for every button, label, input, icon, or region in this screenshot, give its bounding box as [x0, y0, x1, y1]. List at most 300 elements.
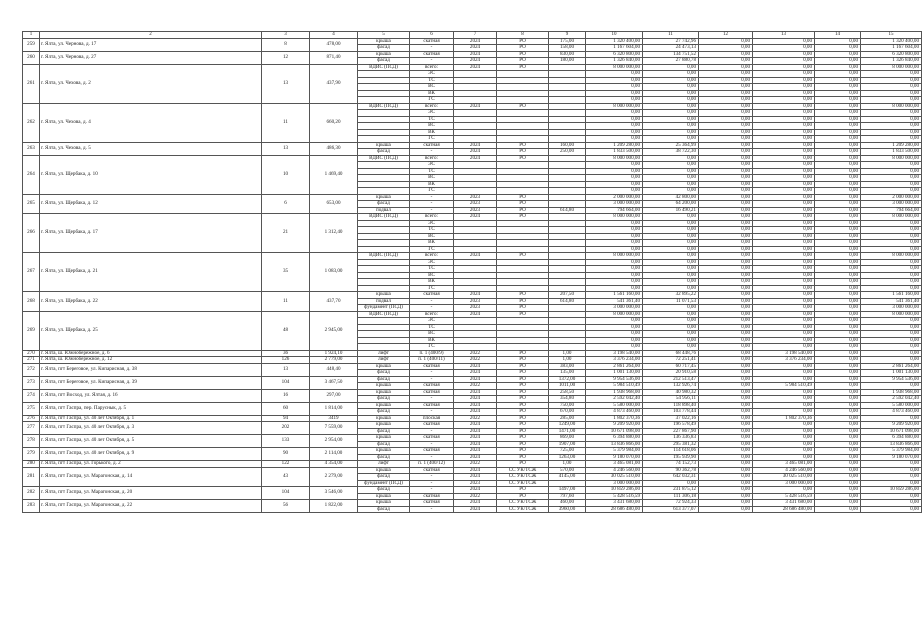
cell-col-13: 0,00 [753, 337, 815, 344]
cell-col-9: 1263,00 [549, 454, 586, 461]
residents-count-cell: 56 [262, 500, 310, 513]
cell-col-15: 0,00 [861, 84, 922, 91]
cell-col-14: 0,00 [815, 123, 861, 130]
cell-col-8: РО [497, 51, 549, 58]
cell-col-14: 0,00 [815, 194, 861, 201]
cell-col-15: 9 180 070,00 [861, 454, 922, 461]
cell-col-12: 0,00 [699, 51, 753, 58]
cell-col-10: 0,00 [586, 285, 643, 292]
area-cell: 7 559,00 [310, 422, 358, 435]
cell-col-11: 40 980,32 [643, 389, 699, 396]
cell-col-10: 3 000 000,00 [586, 305, 643, 312]
cell-col-9: 830,00 [549, 51, 586, 58]
cell-col-14: 0,00 [815, 461, 861, 468]
cell-col-10: 5 580 000,00 [586, 402, 643, 409]
cell-col-13: 0,00 [753, 259, 815, 266]
cell-col-8: РО [497, 149, 549, 156]
cell-col-8: РО [497, 415, 549, 422]
cell-col-11: 27 742,96 [643, 38, 699, 45]
cell-col-13: 0,00 [753, 279, 815, 286]
cell-col-14: 0,00 [815, 298, 861, 305]
cell-col-5: ВДИС (ПСД) [358, 311, 410, 318]
cell-col-15: 0,00 [861, 77, 922, 84]
cell-col-7: 2022 [454, 350, 497, 357]
cell-col-6: ГС [410, 97, 454, 104]
cell-col-15: 0,00 [861, 175, 922, 182]
cell-col-14: 0,00 [815, 441, 861, 448]
cell-col-8: РО [497, 435, 549, 442]
cell-col-10: 4 246 560,00 [586, 467, 643, 474]
cell-col-9: 570,00 [549, 467, 586, 474]
cell-col-15: 0,00 [861, 110, 922, 117]
cell-col-12: 0,00 [699, 129, 753, 136]
cell-col-6: ГС [410, 188, 454, 195]
cell-col-9: 1,00 [549, 461, 586, 468]
cell-col-5: фасад [358, 396, 410, 403]
cell-col-13: 0,00 [753, 298, 815, 305]
cell-col-7: 2023 [454, 207, 497, 214]
cell-col-12: 0,00 [699, 116, 753, 123]
cell-col-13: 0,00 [753, 292, 815, 299]
address-cell: г. Ялта, пгт Береговое, ул. Кипарисная, д. 39 [40, 376, 262, 389]
area-cell: 1 822,00 [310, 500, 358, 513]
cell-col-11: 0,00 [643, 129, 699, 136]
cell-col-7: 2022 [454, 383, 497, 390]
cell-col-14: 0,00 [815, 324, 861, 331]
cell-col-10: 1 209 280,00 [586, 142, 643, 149]
cell-col-11: 0,00 [643, 324, 699, 331]
cell-col-12: 0,00 [699, 305, 753, 312]
cell-col-12: 0,00 [699, 58, 753, 65]
cell-col-10: 10 671 098,00 [586, 428, 643, 435]
repair-plan-table [22, 31, 922, 513]
row-number-cell: 276 [23, 415, 40, 422]
area-cell: 437,90 [310, 64, 358, 103]
residents-count-cell: 126 [262, 357, 310, 364]
cell-col-6: скатная [410, 435, 454, 442]
cell-col-11: 0,00 [643, 136, 699, 143]
address-cell: г. Ялта, ул. Щербака, д. 17 [40, 214, 262, 253]
cell-col-10: 1 326 840,00 [586, 58, 643, 65]
column-number-9: 9 [549, 32, 586, 39]
cell-col-12: 0,00 [699, 441, 753, 448]
cell-col-10: 0,00 [586, 279, 643, 286]
cell-col-13: 0,00 [753, 285, 815, 292]
cell-col-15: 2 000 000,00 [861, 194, 922, 201]
cell-col-14: 0,00 [815, 448, 861, 455]
row-number-cell: 279 [23, 448, 40, 461]
cell-col-10: 3 198 540,00 [586, 350, 643, 357]
cell-col-8: РО [497, 298, 549, 305]
residents-count-cell: 8 [262, 38, 310, 51]
cell-col-15: 0,00 [861, 266, 922, 273]
row-number-cell: 282 [23, 487, 40, 500]
cell-col-13: 0,00 [753, 142, 815, 149]
cell-col-9: 250,00 [549, 149, 586, 156]
cell-col-8: РО [497, 428, 549, 435]
cell-col-14: 0,00 [815, 149, 861, 156]
cell-col-6: скатная [410, 38, 454, 45]
cell-col-10: 5 984 510,49 [586, 383, 643, 390]
cell-col-15: 5 379 984,00 [861, 448, 922, 455]
cell-col-12: 0,00 [699, 454, 753, 461]
cell-col-7: 2024 [454, 402, 497, 409]
cell-col-6: ЭС [410, 162, 454, 169]
address-cell: г. Ялта, пгт Восход, ул. Ялтая, д. 16 [40, 389, 262, 402]
cell-col-5: фасад [358, 58, 410, 65]
cell-col-10: 9 209 920,00 [586, 422, 643, 429]
cell-col-14: 0,00 [815, 201, 861, 208]
cell-col-13: 0,00 [753, 409, 815, 416]
row-number-cell: 267 [23, 253, 40, 292]
row-number-cell: 273 [23, 376, 40, 389]
cell-col-12: 0,00 [699, 500, 753, 507]
cell-col-10: 8 000 000,00 [586, 253, 643, 260]
cell-col-15: 0,00 [861, 467, 922, 474]
cell-col-9: 180,00 [549, 58, 586, 65]
cell-col-15: 0,00 [861, 337, 922, 344]
cell-col-14: 0,00 [815, 357, 861, 364]
cell-col-5: подвал [358, 298, 410, 305]
cell-col-15: 1 833 500,00 [861, 149, 922, 156]
cell-col-13: 0,00 [753, 103, 815, 110]
table-body [23, 32, 922, 513]
cell-col-14: 0,00 [815, 259, 861, 266]
cell-col-13: 0,00 [753, 38, 815, 45]
cell-col-6: скатная [410, 363, 454, 370]
cell-col-12: 0,00 [699, 422, 753, 429]
area-cell: 1 083,00 [310, 253, 358, 292]
cell-col-14: 0,00 [815, 318, 861, 325]
cell-col-12: 0,00 [699, 402, 753, 409]
cell-col-11: 37 022,16 [643, 415, 699, 422]
cell-col-14: 0,00 [815, 435, 861, 442]
cell-col-7: 2024 [454, 58, 497, 65]
cell-col-12: 0,00 [699, 90, 753, 97]
cell-col-11: 0,00 [643, 246, 699, 253]
cell-col-13: 0,00 [753, 64, 815, 71]
cell-col-15: 541 361,40 [861, 298, 922, 305]
area-cell: 486,30 [310, 142, 358, 155]
cell-col-11: 0,00 [643, 64, 699, 71]
address-cell: г. Ялта, пгт Гаспра, ул. Марагонская, д. 14 [40, 467, 262, 487]
cell-col-11: 0,00 [643, 233, 699, 240]
cell-col-11: 0,00 [643, 116, 699, 123]
cell-col-6: - [410, 207, 454, 214]
cell-col-9: 383,00 [549, 363, 586, 370]
cell-col-6: ГС [410, 246, 454, 253]
cell-col-15: 2 861 264,00 [861, 363, 922, 370]
residents-count-cell: 104 [262, 487, 310, 500]
document-page [22, 31, 919, 513]
cell-col-14: 0,00 [815, 58, 861, 65]
cell-col-15: 1 938 968,00 [861, 389, 922, 396]
cell-col-14: 0,00 [815, 344, 861, 351]
cell-col-13: 0,00 [753, 220, 815, 227]
cell-col-15: 0,00 [861, 415, 922, 422]
cell-col-8: РО [497, 350, 549, 357]
cell-col-7: 2024 [454, 409, 497, 416]
cell-col-6: ЭС [410, 110, 454, 117]
column-number-7: 7 [454, 32, 497, 39]
cell-col-11: 25 364,99 [643, 142, 699, 149]
cell-col-12: 0,00 [699, 415, 753, 422]
cell-col-11: 295 381,32 [643, 441, 699, 448]
cell-col-14: 0,00 [815, 214, 861, 221]
cell-col-13: 0,00 [753, 441, 815, 448]
cell-col-12: 0,00 [699, 428, 753, 435]
cell-col-15: 6 320 800,00 [861, 51, 922, 58]
address-cell: г. Ялта, пгт Гаспра, ул. 40 лет Октября, д. 1 [40, 415, 262, 422]
cell-col-15: 0,00 [861, 240, 922, 247]
cell-col-10: 8 000 000,00 [586, 155, 643, 162]
cell-col-14: 0,00 [815, 285, 861, 292]
address-cell: г. Ялта, ул. Щербака, д. 25 [40, 311, 262, 350]
cell-col-10: 0,00 [586, 188, 643, 195]
cell-col-15: 0,00 [861, 259, 922, 266]
cell-col-11: 118 898,40 [643, 402, 699, 409]
cell-col-11: 38 722,30 [643, 149, 699, 156]
cell-col-14: 0,00 [815, 77, 861, 84]
cell-col-10: 1 167 604,00 [586, 45, 643, 52]
cell-col-10: 1 001 130,00 [586, 370, 643, 377]
cell-col-15: 1 320 400,00 [861, 38, 922, 45]
cell-col-14: 0,00 [815, 500, 861, 507]
cell-col-10: 10 859 286,00 [586, 487, 643, 494]
cell-col-13: 3 465 081,00 [753, 461, 815, 468]
cell-col-8: РО [497, 383, 549, 390]
cell-col-13: 0,00 [753, 396, 815, 403]
cell-col-10: 0,00 [586, 246, 643, 253]
cell-col-11: 0,00 [643, 480, 699, 487]
cell-col-5: крыша [358, 38, 410, 45]
cell-col-14: 0,00 [815, 136, 861, 143]
cell-col-10: 0,00 [586, 84, 643, 91]
cell-col-5: фасад [358, 474, 410, 481]
cell-col-15: 5 580 000,00 [861, 402, 922, 409]
cell-col-11: 0,00 [643, 155, 699, 162]
cell-col-14: 0,00 [815, 71, 861, 78]
cell-col-14: 0,00 [815, 363, 861, 370]
cell-col-14: 0,00 [815, 422, 861, 429]
cell-col-8: РО [497, 363, 549, 370]
row-number-cell: 281 [23, 467, 40, 487]
cell-col-8: РО [497, 38, 549, 45]
cell-col-15: 8 000 000,00 [861, 155, 922, 162]
cell-col-13: 0,00 [753, 240, 815, 247]
residents-count-cell: 133 [262, 435, 310, 448]
cell-col-14: 0,00 [815, 409, 861, 416]
cell-col-12: 0,00 [699, 474, 753, 481]
cell-col-5: крыша [358, 435, 410, 442]
cell-col-13: 0,00 [753, 77, 815, 84]
cell-col-14: 0,00 [815, 142, 861, 149]
cell-col-12: 0,00 [699, 207, 753, 214]
cell-col-10: 0,00 [586, 116, 643, 123]
cell-col-12: 0,00 [699, 363, 753, 370]
cell-col-13: 0,00 [753, 331, 815, 338]
cell-col-6: скатная [410, 292, 454, 299]
cell-col-5: фасад [358, 149, 410, 156]
cell-col-11: 0,00 [643, 90, 699, 97]
cell-col-14: 0,00 [815, 45, 861, 52]
cell-col-14: 0,00 [815, 162, 861, 169]
column-number-11: 11 [643, 32, 699, 39]
cell-col-11: 0,00 [643, 305, 699, 312]
cell-col-8: РО [497, 58, 549, 65]
cell-col-11: 0,00 [643, 181, 699, 188]
row-number-cell: 269 [23, 311, 40, 350]
column-number-15: 15 [861, 32, 922, 39]
cell-col-10: 5 379 984,00 [586, 448, 643, 455]
cell-col-5: крыша [358, 51, 410, 58]
cell-col-15: 0,00 [861, 181, 922, 188]
cell-col-6: скатная [410, 500, 454, 507]
area-cell: 4 354,00 [310, 461, 358, 468]
cell-col-11: 0,00 [643, 253, 699, 260]
cell-col-10: 0,00 [586, 77, 643, 84]
cell-col-13: 0,00 [753, 123, 815, 130]
cell-col-14: 0,00 [815, 64, 861, 71]
residents-count-cell: 104 [262, 376, 310, 389]
cell-col-6: ТС [410, 266, 454, 273]
cell-col-6: ВС [410, 272, 454, 279]
cell-col-6: - [410, 45, 454, 52]
cell-col-10: 0,00 [586, 97, 643, 104]
cell-col-5: фасад [358, 428, 410, 435]
cell-col-13: 0,00 [753, 168, 815, 175]
cell-col-12: 0,00 [699, 279, 753, 286]
residents-count-cell: 6 [262, 194, 310, 214]
column-number-2: 2 [40, 32, 262, 39]
cell-col-8: РО [497, 396, 549, 403]
cell-col-8: РО [497, 402, 549, 409]
cell-col-6: скатная [410, 51, 454, 58]
cell-col-13: 0,00 [753, 363, 815, 370]
cell-col-12: 0,00 [699, 155, 753, 162]
cell-col-14: 0,00 [815, 97, 861, 104]
cell-col-5: крыша [358, 448, 410, 455]
cell-col-11: 16 490,21 [643, 207, 699, 214]
column-number-3: 3 [262, 32, 310, 39]
cell-col-10: 28 686 480,00 [586, 506, 643, 513]
cell-col-7: 2023 [454, 298, 497, 305]
cell-col-6: ВС [410, 84, 454, 91]
cell-col-12: 0,00 [699, 298, 753, 305]
cell-col-15: 8 000 000,00 [861, 103, 922, 110]
cell-col-15: 0,00 [861, 90, 922, 97]
cell-col-13: 3 000 000,00 [753, 480, 815, 487]
cell-col-10: 8 000 000,00 [586, 103, 643, 110]
cell-col-12: 0,00 [699, 110, 753, 117]
cell-col-10: 2 592 042,40 [586, 396, 643, 403]
cell-col-10: 0,00 [586, 324, 643, 331]
cell-col-15: 13 836 866,00 [861, 441, 922, 448]
cell-col-9: 1249,00 [549, 422, 586, 429]
cell-col-12: 0,00 [699, 480, 753, 487]
cell-col-8: РО [497, 409, 549, 416]
cell-col-13: 28 686 480,00 [753, 506, 815, 513]
cell-col-5: фасад [358, 409, 410, 416]
cell-col-8: СС УК/ТСЖ [497, 500, 549, 507]
cell-col-8: РО [497, 292, 549, 299]
cell-col-8: СС УК/ТСЖ [497, 467, 549, 474]
cell-col-14: 0,00 [815, 311, 861, 318]
cell-col-11: 0,00 [643, 240, 699, 247]
cell-col-14: 0,00 [815, 246, 861, 253]
cell-col-7: 2024 [454, 396, 497, 403]
cell-col-6: ВК [410, 337, 454, 344]
cell-col-7: 2023 [454, 480, 497, 487]
cell-col-14: 0,00 [815, 376, 861, 383]
cell-col-12: 0,00 [699, 370, 753, 377]
cell-col-15: 0,00 [861, 227, 922, 234]
address-cell: г. Ялта, пгт Гаспра, пер. Паруснык, д. 5 [40, 402, 262, 415]
cell-col-5: фасад [358, 487, 410, 494]
cell-col-6: ТС [410, 116, 454, 123]
cell-col-14: 0,00 [815, 383, 861, 390]
column-number-1: 1 [23, 32, 40, 39]
cell-col-11: 0,00 [643, 168, 699, 175]
cell-col-6: ТС [410, 324, 454, 331]
cell-col-9: 869,00 [549, 435, 586, 442]
cell-col-15: 2 592 042,40 [861, 396, 922, 403]
cell-col-12: 0,00 [699, 188, 753, 195]
cell-col-12: 0,00 [699, 448, 753, 455]
cell-col-9: 354,80 [549, 396, 586, 403]
cell-col-13: 0,00 [753, 155, 815, 162]
address-cell: г. Ялта, пгт Гаспра, ул. 40 лет Октября, д. 3 [40, 422, 262, 435]
cell-col-10: 0,00 [586, 337, 643, 344]
cell-col-5: крыша [358, 383, 410, 390]
cell-col-6: ТС [410, 168, 454, 175]
cell-col-13: 0,00 [753, 318, 815, 325]
cell-col-9: 4145,00 [549, 474, 586, 481]
cell-col-5: ВДИС (ПСД) [358, 253, 410, 260]
cell-col-14: 0,00 [815, 116, 861, 123]
cell-col-7: 2024 [454, 389, 497, 396]
cell-col-14: 0,00 [815, 155, 861, 162]
residents-count-cell: 90 [262, 448, 310, 461]
cell-col-6: всего: [410, 155, 454, 162]
cell-col-10: 3 431 680,00 [586, 500, 643, 507]
cell-col-14: 0,00 [815, 467, 861, 474]
cell-col-5: ВДИС (ПСД) [358, 155, 410, 162]
cell-col-14: 0,00 [815, 220, 861, 227]
cell-col-11: 0,00 [643, 71, 699, 78]
area-cell: 2 954,00 [310, 435, 358, 448]
cell-col-6: скатная [410, 389, 454, 396]
cell-col-14: 0,00 [815, 84, 861, 91]
cell-col-10: 0,00 [586, 318, 643, 325]
cell-col-6: всего: [410, 64, 454, 71]
row-number-cell: 271 [23, 357, 40, 364]
cell-col-10: 0,00 [586, 90, 643, 97]
cell-col-15: 1 167 604,00 [861, 45, 922, 52]
column-number-10: 10 [586, 32, 643, 39]
cell-col-6: - [410, 480, 454, 487]
cell-col-10: 8 000 000,00 [586, 214, 643, 221]
cell-col-5: ВДИС (ПСД) [358, 214, 410, 221]
cell-col-11: 0,00 [643, 162, 699, 169]
cell-col-10: 0,00 [586, 344, 643, 351]
cell-col-6: ТС [410, 227, 454, 234]
cell-col-13: 0,00 [753, 181, 815, 188]
cell-col-10: 8 000 000,00 [586, 64, 643, 71]
residents-count-cell: 43 [262, 467, 310, 487]
cell-col-7: 2024 [454, 214, 497, 221]
cell-col-12: 0,00 [699, 38, 753, 45]
